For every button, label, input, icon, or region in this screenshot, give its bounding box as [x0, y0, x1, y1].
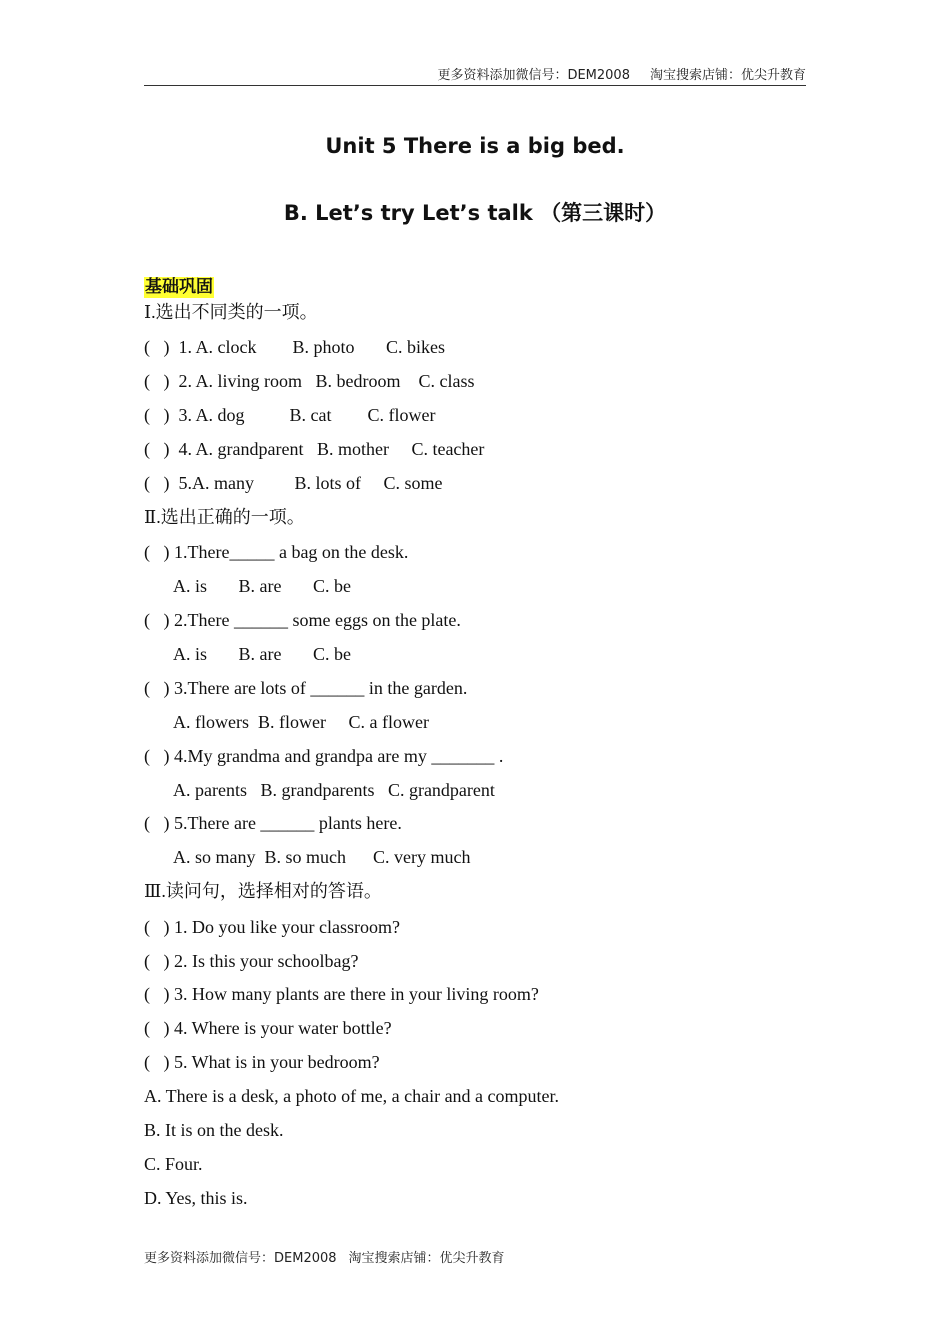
part2-options: A. so many B. so much C. very much	[173, 847, 471, 867]
part3-answer: A. There is a desk, a photo of me, a chair and a computer.	[144, 1086, 560, 1106]
part2-options: A. parents B. grandparents C. grandparent	[173, 780, 495, 800]
part2-question: ( ) 4.My grandma and grandpa are my _______ .	[144, 746, 504, 766]
part3-question: ( ) 4. Where is your water bottle?	[144, 1018, 392, 1038]
part2-options: A. is B. are C. be	[173, 576, 351, 596]
part1-item: ( ) 1. A. clock B. photo C. bikes	[144, 337, 445, 357]
footer-wechat: 更多资料添加微信号：DEM2008	[144, 1251, 337, 1266]
part2-question: ( ) 3.There are lots of ______ in the garden.	[144, 678, 468, 698]
page-footer	[144, 1247, 505, 1266]
part3-question: ( ) 1. Do you like your classroom?	[144, 917, 400, 937]
part1-item: ( ) 3. A. dog B. cat C. flower	[144, 405, 436, 425]
part2-question: ( ) 2.There ______ some eggs on the plate.	[144, 610, 461, 630]
part3-question: ( ) 2. Is this your schoolbag?	[144, 951, 359, 971]
part2-heading: Ⅱ.选出正确的一项。	[144, 507, 305, 527]
part3-answer: B. It is on the desk.	[144, 1120, 284, 1140]
lesson-subtitle: B. Let’s try Let’s talk （第三课时）	[283, 201, 667, 225]
part2-question: ( ) 1.There_____ a bag on the desk.	[144, 542, 409, 562]
part1-heading: Ⅰ.选出不同类的一项。	[144, 302, 318, 322]
part2-options: A. is B. are C. be	[173, 644, 351, 664]
part1-item: ( ) 4. A. grandparent B. mother C. teacher	[144, 439, 485, 459]
section-tag: 基础巩固	[145, 277, 213, 297]
part1-item: ( ) 2. A. living room B. bedroom C. class	[144, 371, 475, 391]
part3-question: ( ) 5. What is in your bedroom?	[144, 1052, 380, 1072]
header-divider	[144, 85, 806, 86]
part3-answer: C. Four.	[144, 1154, 203, 1174]
part3-heading: Ⅲ.读问句，选择相对的答语。	[144, 881, 382, 901]
page-header	[144, 64, 806, 83]
part2-options: A. flowers B. flower C. a flower	[173, 712, 429, 732]
part3-question: ( ) 3. How many plants are there in your living room?	[144, 984, 539, 1004]
part2-question: ( ) 5.There are ______ plants here.	[144, 813, 402, 833]
part3-answer: D. Yes, this is.	[144, 1188, 248, 1208]
part1-item: ( ) 5.A. many B. lots of C. some	[144, 473, 443, 493]
unit-title: Unit 5 There is a big bed.	[325, 134, 625, 158]
header-shop: 淘宝搜索店铺：优尖升教育	[649, 68, 806, 83]
footer-shop: 淘宝搜索店铺：优尖升教育	[348, 1251, 505, 1266]
header-wechat: 更多资料添加微信号：DEM2008	[437, 68, 630, 83]
